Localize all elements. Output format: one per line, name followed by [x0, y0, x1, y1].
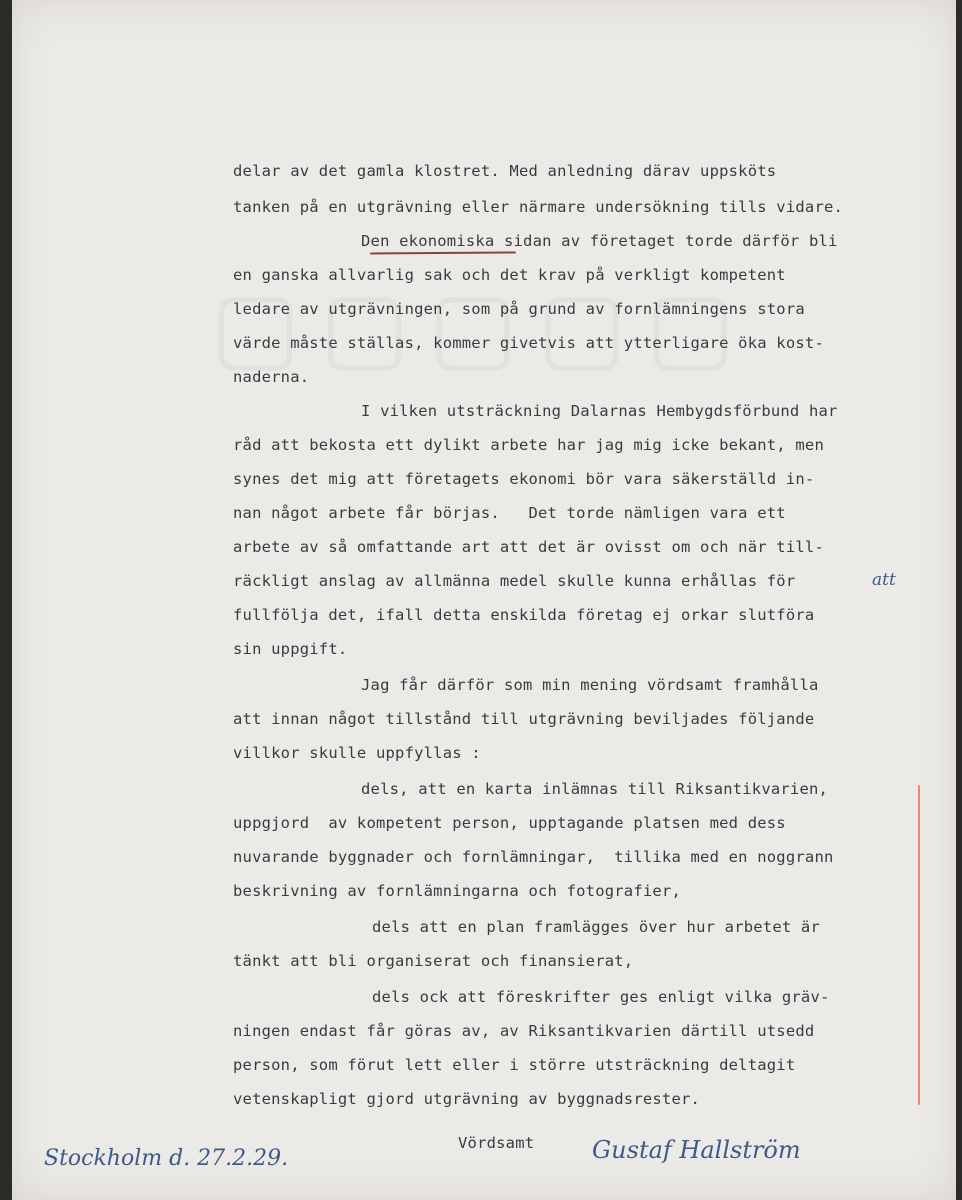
text-line: fullfölja det, ifall detta enskilda företag ej orkar slutföra — [233, 606, 815, 624]
text-line: råd att bekosta ett dylikt arbete har jag mig icke bekant, men — [233, 436, 824, 454]
text-line: räckligt anslag av allmänna medel skulle kunna erhållas för — [233, 572, 796, 590]
text-line: uppgjord av kompetent person, upptagande platsen med dess — [233, 814, 786, 832]
text-line: dels, att en karta inlämnas till Riksantikvarien, — [361, 780, 829, 798]
text-line: Den ekonomiska sidan av företaget torde därför bli — [361, 232, 838, 250]
text-line: beskrivning av fornlämningarna och fotografier, — [233, 882, 681, 900]
text-line: ningen endast får göras av, av Riksantikvarien därtill utsedd — [233, 1022, 815, 1040]
text-line: naderna. — [233, 368, 310, 386]
signature: Gustaf Hallström — [592, 1136, 801, 1164]
text-line: tanken på en utgrävning eller närmare undersökning tills vidare. — [233, 198, 844, 216]
text-line: att innan något tillstånd till utgrävning beviljades följande — [233, 710, 815, 728]
handwritten-insert: att — [872, 570, 896, 590]
text-line: villkor skulle uppfyllas : — [233, 744, 481, 762]
text-line: person, som förut lett eller i större utsträckning deltagit — [233, 1056, 796, 1074]
text-line: synes det mig att företagets ekonomi bör vara säkerställd in- — [233, 470, 815, 488]
text-line: nan något arbete får börjas. Det torde nämligen vara ett — [233, 504, 786, 522]
text-line: ledare av utgrävningen, som på grund av fornlämningens stora — [233, 300, 805, 318]
watermark-stamp — [92, 270, 872, 382]
text-line: dels ock att föreskrifter ges enligt vilka gräv- — [372, 988, 830, 1006]
closing: Vördsamt — [458, 1134, 535, 1152]
text-line: I vilken utsträckning Dalarnas Hembygdsförbund har — [361, 402, 838, 420]
text-line: nuvarande byggnader och fornlämningar, tillika med en noggrann — [233, 848, 834, 866]
text-line: värde måste ställas, kommer givetvis att ytterligare öka kost- — [233, 334, 824, 352]
place-date: Stockholm d. 27.2.29. — [44, 1146, 289, 1171]
text-line: tänkt att bli organiserat och finansierat, — [233, 952, 634, 970]
text-line: arbete av så omfattande art att det är ovisst om och när till- — [233, 538, 824, 556]
letter-page — [12, 0, 956, 1200]
text-line: delar av det gamla klostret. Med anledning därav uppsköts — [233, 162, 777, 180]
margin-red-mark — [918, 785, 920, 1105]
text-line: dels att en plan framlägges över hur arbetet är — [372, 918, 820, 936]
text-line: sin uppgift. — [233, 640, 348, 658]
text-line: vetenskapligt gjord utgrävning av byggnadsrester. — [233, 1090, 701, 1108]
text-line: Jag får därför som min mening vördsamt framhålla — [361, 676, 819, 694]
text-line: en ganska allvarlig sak och det krav på verkligt kompetent — [233, 266, 786, 284]
